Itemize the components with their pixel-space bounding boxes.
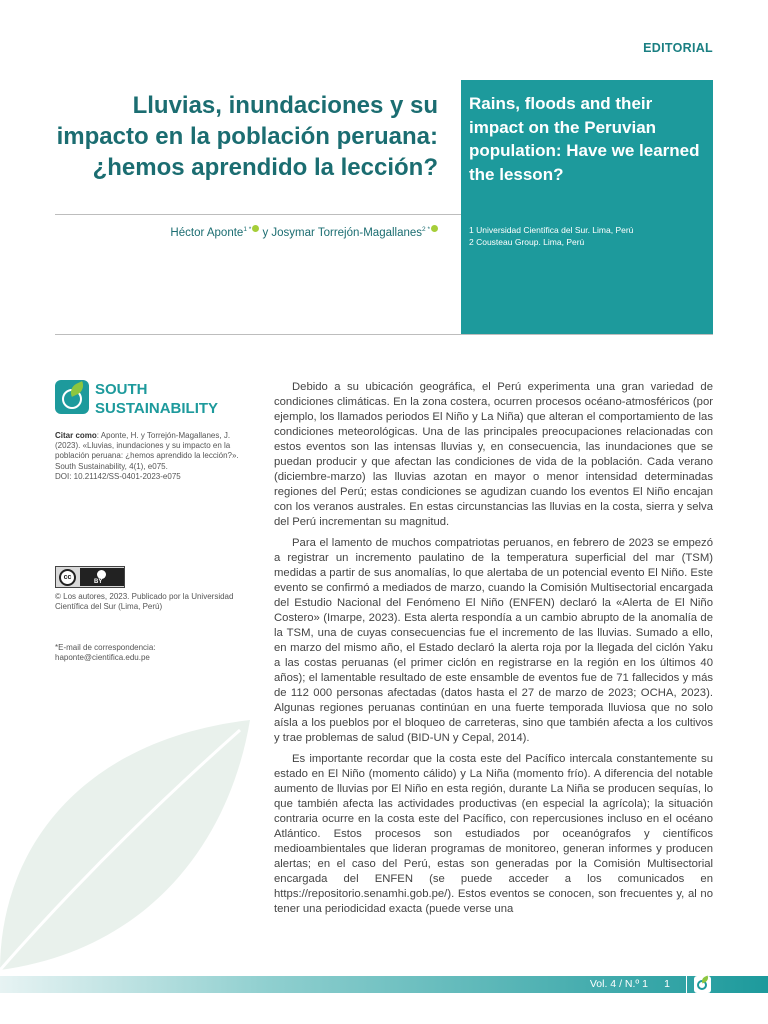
cc-icon: cc — [59, 569, 76, 586]
journal-name — [95, 380, 218, 418]
creative-commons-license-icon[interactable] — [55, 566, 125, 588]
affiliations — [469, 224, 709, 248]
page-number: 1 — [664, 978, 670, 990]
footer-divider — [686, 976, 687, 993]
by-label: BY — [94, 579, 103, 585]
article-body — [274, 380, 713, 923]
journal-logo — [55, 380, 245, 420]
orcid-icon[interactable] — [431, 225, 438, 232]
header-divider — [55, 334, 713, 335]
affiliation-1: 1 Universidad Científica del Sur. Lima, Perú — [469, 225, 634, 235]
journal-icon — [694, 976, 711, 993]
section-label: EDITORIAL — [643, 41, 713, 55]
affiliation-2: 2 Cousteau Group. Lima, Perú — [469, 237, 585, 247]
paragraph: Es importante recordar que la costa este del Pacífico intercala constantemente su estado en El Niño (momento cálido) y La Niña (momento frío). A diferencia del notable aumento de lluvias por El Niño en esta región, durante La Niña se producen sequías, lo que también afecta las actividades productivas (en especial la agrícola); la situación contraria ocurre en la costa este del Pacífico, con repercusiones incluso en el océano Atlántico. Estos procesos son estudiados por oceanógrafos y científicos medioambientales que lideran programas de monitoreo, generan informes y producen alertas; en el caso del Perú, estas son generadas por la Comisión Multisectorial encargada del ENFEN (se puede acceder a los comunicados en https://repositorio.senamhi.gob.pe/). Estos eventos se conocen, son frecuentes y, al no tener una periodicidad exacta (puede verse una — [274, 753, 713, 915]
author-list — [60, 225, 438, 239]
correspondence-block — [55, 643, 240, 663]
title-divider — [55, 214, 461, 215]
correspondence-email[interactable]: haponte@cientifica.edu.pe — [55, 653, 150, 663]
volume-issue: Vol. 4 / N.º 1 — [589, 978, 648, 990]
leaf-watermark — [0, 700, 260, 980]
author-name[interactable]: Josymar Torrejón-Magallanes — [271, 227, 423, 239]
citation-block — [55, 431, 240, 482]
by-attribution-icon — [80, 568, 124, 586]
article-title-spanish: Lluvias, inundaciones y su impacto en la población peruana: ¿hemos aprendido la lección? — [56, 92, 438, 181]
author-affiliation-marker: 1 * — [243, 226, 252, 234]
journal-name-line1: SOUTH — [95, 381, 148, 398]
paragraph: Debido a su ubicación geográfica, el Perú experimenta una gran variedad de condiciones climáticas. En la zona costera, ocurren procesos océano-atmosféricos (por ejemplo, los llamados periodos El Niño y La Niña) que alteran el comportamiento de las condiciones meteorológicas. Una de las principales preocupaciones relacionadas con estos eventos son las intensas lluvias y, en consecuencia, las inundaciones que se puedan producir y que afectan las condiciones de vida de la población. Cada verano (diciembre-marzo) las lluvias azotan en mayor o menor intensidad determinadas regiones del Perú; estas condiciones se agudizan cuando los eventos El Niño encajan con los veranos australes. En estas circunstancias las lluvias en la costa, sierra y selva del Perú incrementan su magnitud. — [274, 381, 713, 528]
article-title-english: Rains, floods and their impact on the Peruvian population: Have we learned the lesson? — [469, 94, 700, 184]
copyright-notice: © Los autores, 2023. Publicado por la Universidad Científica del Sur (Lima, Perú) — [55, 592, 234, 612]
author-connector: y — [259, 227, 272, 239]
paragraph: Para el lamento de muchos compatriotas peruanos, en febrero de 2023 se empezó a registrar un incremento paulatino de la temperatura superficial del mar (TSM) medidas a partir de sus anomalías, lo que alertaba de un potencial evento El Niño. Este evento se confirmó a mediados de marzo, cuando la Comisión Multisectorial encargada del Estudio Nacional del Fenómeno El Niño (ENFEN) declaró la «Alerta de El Niño Costero» (Imarpe, 2023). Esta alerta respondía a un cambio abrupto de la anomalía de la TSM, una de cuyas consecuencias fue el incremento de las lluvias. Sumado a ello, en marzo del mismo año, el Estado declaró la alerta roja por la llegada del ciclón Yaku a las costas peruanas (el primer ciclón en registrarse en la región en los últimos 40 años); el lamentable resultado de este ensamble de eventos fue de 71 fallecidos y más de 112 000 personas afectadas (datos hasta el 27 de marzo de 2023; OCHA, 2023). Algunas regiones peruanas continúan en una fuerte temporada lluviosa que no solo aísla a los pueblos por el bloqueo de carreteras, sino que también afecta a los cultivos y trae problemas de salud (BID-UN y Cepal, 2014). — [274, 537, 713, 744]
author-affiliation-marker: 2 * — [422, 226, 430, 234]
citation-text: : Aponte, H. y Torrejón-Magallanes, J. (2023). «Lluvias, inundaciones y su impacto en la población peruana: ¿hemos aprendido la lección?». South Sustainability, 4(1), e075. — [55, 431, 239, 471]
author-name[interactable]: Héctor Aponte — [170, 227, 244, 239]
footer-bar — [0, 976, 768, 993]
correspondence-label: *E-mail de correspondencia: — [55, 643, 156, 652]
journal-name-line2: SUSTAINABILITY — [95, 400, 219, 417]
journal-logo-icon — [55, 380, 89, 414]
citation-label: Citar como — [55, 431, 97, 440]
doi-link[interactable]: DOI: 10.21142/SS-0401-2023-e075 — [55, 471, 181, 481]
